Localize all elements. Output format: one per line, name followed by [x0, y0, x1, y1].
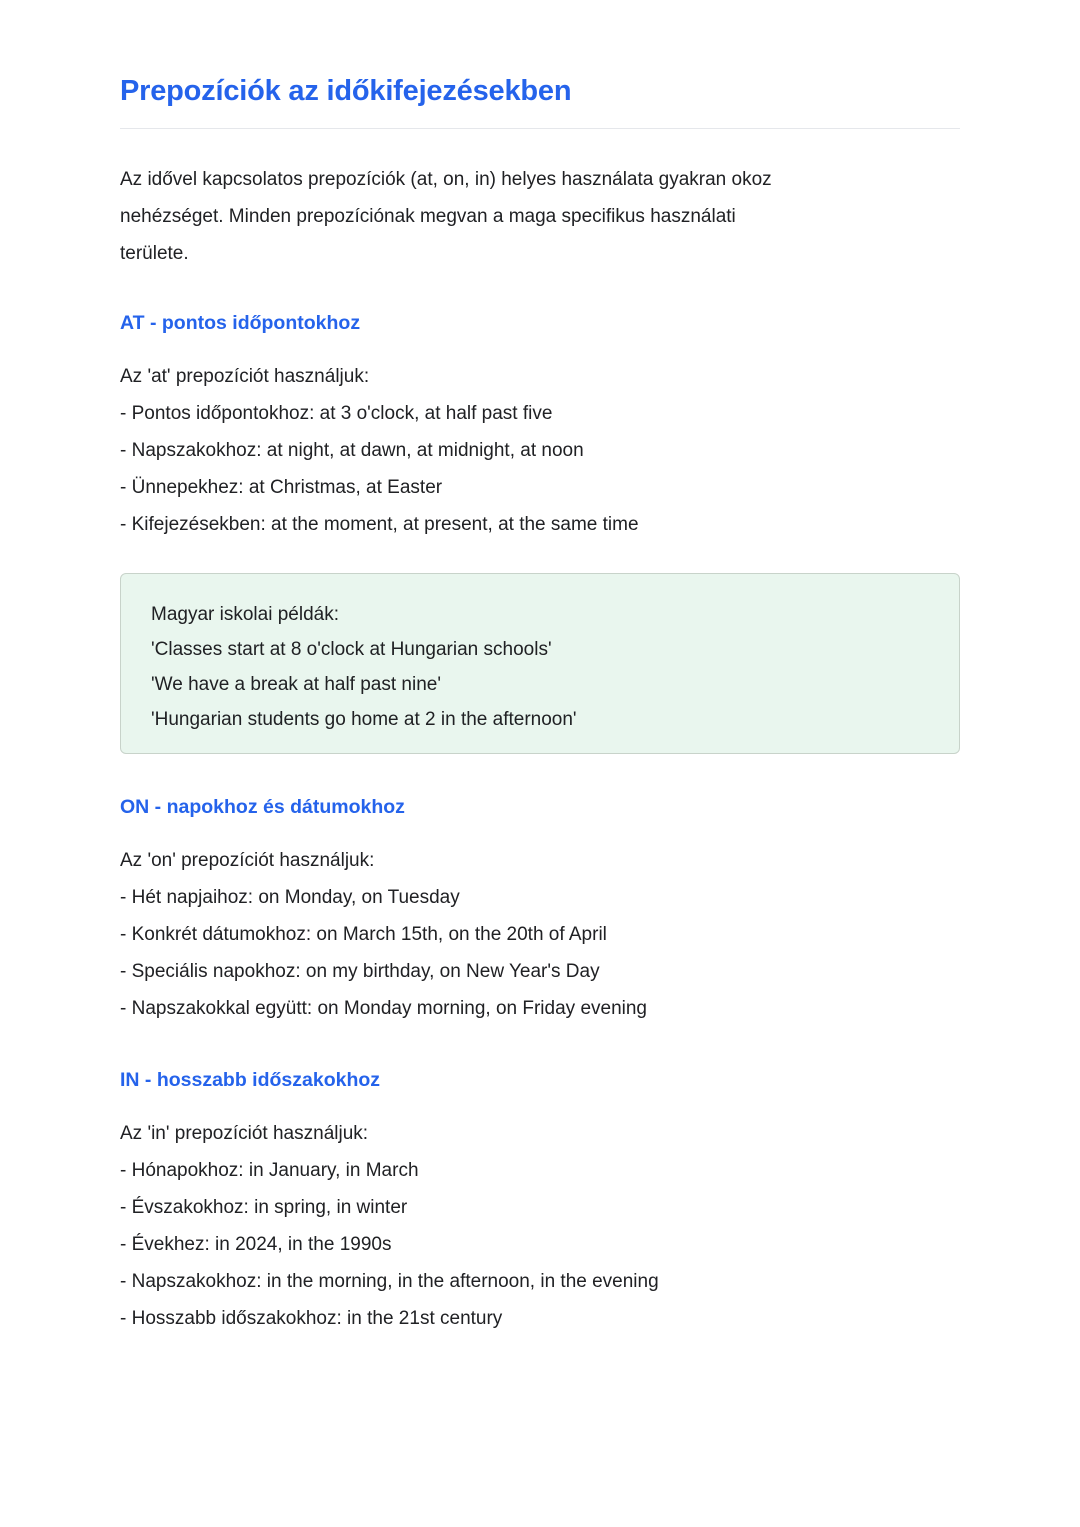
example-line: 'We have a break at half past nine': [151, 674, 441, 695]
title-divider: [120, 128, 960, 129]
section-intro-on: Az 'on' prepozíciót használjuk:: [120, 850, 375, 871]
section-in: [120, 1067, 960, 1337]
bullet-item: - Konkrét dátumokhoz: on March 15th, on the 20th of April: [120, 924, 607, 945]
intro-line: területe.: [120, 243, 189, 264]
page-title: Prepozíciók az időkifejezésekben: [120, 75, 572, 107]
bullet-item: - Napszakokhoz: in the morning, in the afternoon, in the evening: [120, 1271, 659, 1292]
bullet-item: - Hónapokhoz: in January, in March: [120, 1160, 419, 1181]
bullet-item: - Évszakokhoz: in spring, in winter: [120, 1197, 408, 1218]
example-box-title: Magyar iskolai példák:: [151, 604, 339, 625]
section-heading-on: ON - napokhoz és dátumokhoz: [120, 796, 405, 818]
section-heading-at: AT - pontos időpontokhoz: [120, 312, 361, 334]
bullet-item: - Pontos időpontokhoz: at 3 o'clock, at half past five: [120, 403, 553, 424]
example-line: 'Hungarian students go home at 2 in the afternoon': [151, 709, 577, 730]
bullet-item: - Hosszabb időszakokhoz: in the 21st century: [120, 1308, 503, 1329]
example-line: 'Classes start at 8 o'clock at Hungarian schools': [151, 639, 552, 660]
section-heading-in: IN - hosszabb időszakokhoz: [120, 1069, 381, 1091]
section-on-bullets: [120, 879, 960, 1027]
bullet-item: - Ünnepekhez: at Christmas, at Easter: [120, 477, 443, 498]
bullet-item: - Hét napjaihoz: on Monday, on Tuesday: [120, 887, 460, 908]
section-at-bullets: [120, 395, 960, 543]
bullet-item: - Napszakokhoz: at night, at dawn, at midnight, at noon: [120, 440, 584, 461]
section-intro-in: Az 'in' prepozíciót használjuk:: [120, 1123, 369, 1144]
intro-line: nehézséget. Minden prepozíciónak megvan a maga specifikus használati: [120, 206, 736, 227]
section-in-bullets: [120, 1152, 960, 1337]
section-at: [120, 310, 960, 543]
intro-line: Az idővel kapcsolatos prepozíciók (at, on, in) helyes használata gyakran okoz: [120, 169, 772, 190]
example-box: [120, 573, 960, 754]
bullet-item: - Kifejezésekben: at the moment, at present, at the same time: [120, 514, 639, 535]
bullet-item: - Speciális napokhoz: on my birthday, on New Year's Day: [120, 961, 600, 982]
section-intro-at: Az 'at' prepozíciót használjuk:: [120, 366, 370, 387]
intro-paragraph: [120, 161, 960, 272]
bullet-item: - Évekhez: in 2024, in the 1990s: [120, 1234, 392, 1255]
section-on: [120, 794, 960, 1027]
bullet-item: - Napszakokkal együtt: on Monday morning, on Friday evening: [120, 998, 647, 1019]
